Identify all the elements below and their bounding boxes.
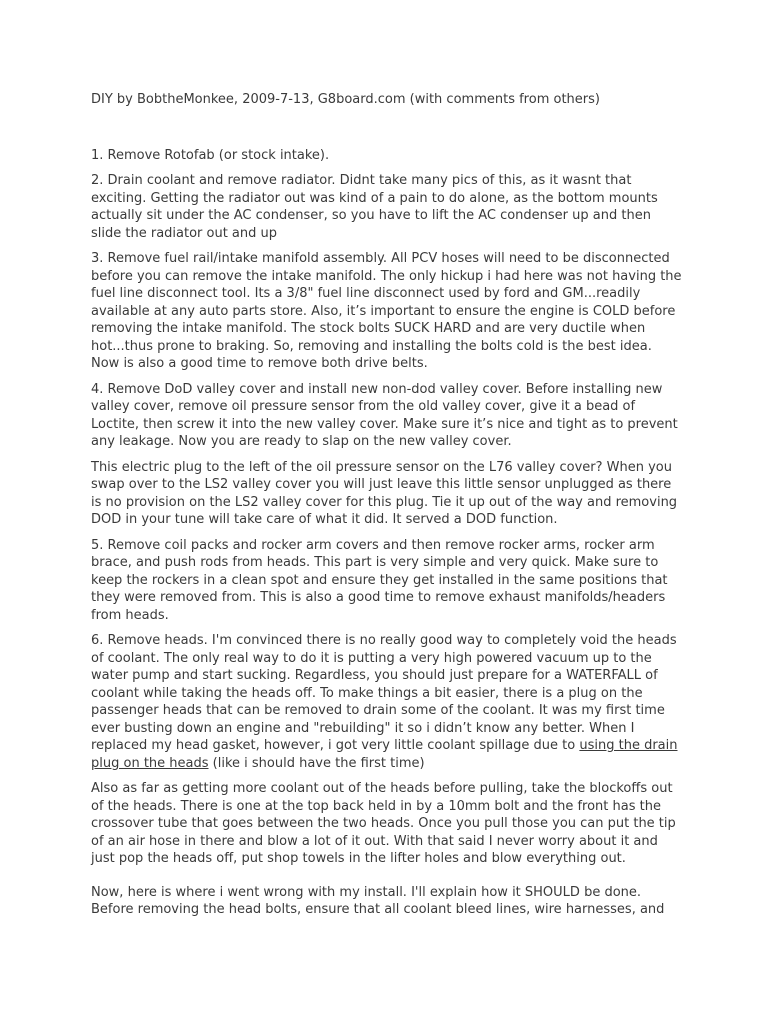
step-6-text: 6. Remove heads. I'm convinced there is no really good way to completely void the heads of coolant. The only real way to do it is putting a very high powered vacuum up to the water pump and start sucking. Regardless, you should just prepare for a WATERFALL of coolant while taking the heads off. To make things a bit easier, there is a plug on the passenger heads that can be removed to drain some of the coolant. It was my first time ever busting down an engine and "rebuilding" it so i didn’t know any better. When I replaced my head gasket, however, i got very little coolant spillage due to [91,633,677,753]
step-1-paragraph: 1. Remove Rotofab (or stock intake). [91,147,330,163]
step-4-paragraph: 4. Remove DoD valley cover and install new non-dod valley cover. Before installing new valley cover, remove oil pressure sensor from the old valley cover, give it a bead of Loctite, then screw it into the new valley cover. Make sure it’s nice and tight as to prevent any leakage. Now you are ready to slap on the new valley cover. [91,381,678,449]
coolant-removal-paragraph: Also as far as getting more coolant out of the heads before pulling, take the blockoffs out of the heads. There is one at the top back held in by a 10mm bolt and the front has the crossover tube that goes between the two heads. Once you pull those you can put the tip of an air hose in there and blow a lot of it out. With that said I never worry about it and just pop the heads off, put shop towels in the lifter holes and blow everything out. [91,781,676,866]
step-5-paragraph: 5. Remove coil packs and rocker arm covers and then remove rocker arms, rocker arm brace, and push rods from heads. This part is very simple and very quick. Make sure to keep the rockers in a clean spot and ensure they get installed in the same positions that they were removed from. This is also a good time to remove exhaust manifolds/headers from heads. [91,537,668,623]
step-6-paragraph [91,632,683,772]
document-body [91,91,683,927]
drain-plug-link[interactable]: using the drain plug on the heads [91,738,678,771]
document-header: DIY by BobtheMonkee, 2009-7-13, G8board.com (with comments from others) [91,92,600,107]
step-2-paragraph: 2. Drain coolant and remove radiator. Didnt take many pics of this, as it wasnt that exciting. Getting the radiator out was kind of a pain to do alone, as the bottom mounts actually sit under the AC condenser, so you have to lift the AC condenser up and then slide the radiator out and up [91,173,658,241]
step-3-paragraph: 3. Remove fuel rail/intake manifold assembly. All PCV hoses will need to be disconnected before you can remove the intake manifold. The only hickup i had here was not having the fuel line disconnect tool. Its a 3/8" fuel line disconnect used by ford and GM...readily available at any auto parts store. Also, it’s important to ensure the engine is COLD before removing the intake manifold. The stock bolts SUCK HARD and are very ductile when hot...thus prone to braking. So, removing and installing the bolts cold is the best idea. Now is also a good time to remove both drive belts. [91,251,682,371]
electric-plug-paragraph: This electric plug to the left of the oil pressure sensor on the L76 valley cover? When you swap over to the LS2 valley cover you will just leave this little sensor unplugged as there is no provision on the LS2 valley cover for this plug. Tie it up out of the way and removing DOD in your tune will take care of what it did. It served a DOD function. [91,459,678,527]
install-note-paragraph: Now, here is where i went wrong with my install. I'll explain how it SHOULD be done. Before removing the head bolts, ensure that all coolant bleed lines, wire harnesses, and [91,884,665,917]
step-6-text-end: (like i should have the first time) [208,755,425,771]
